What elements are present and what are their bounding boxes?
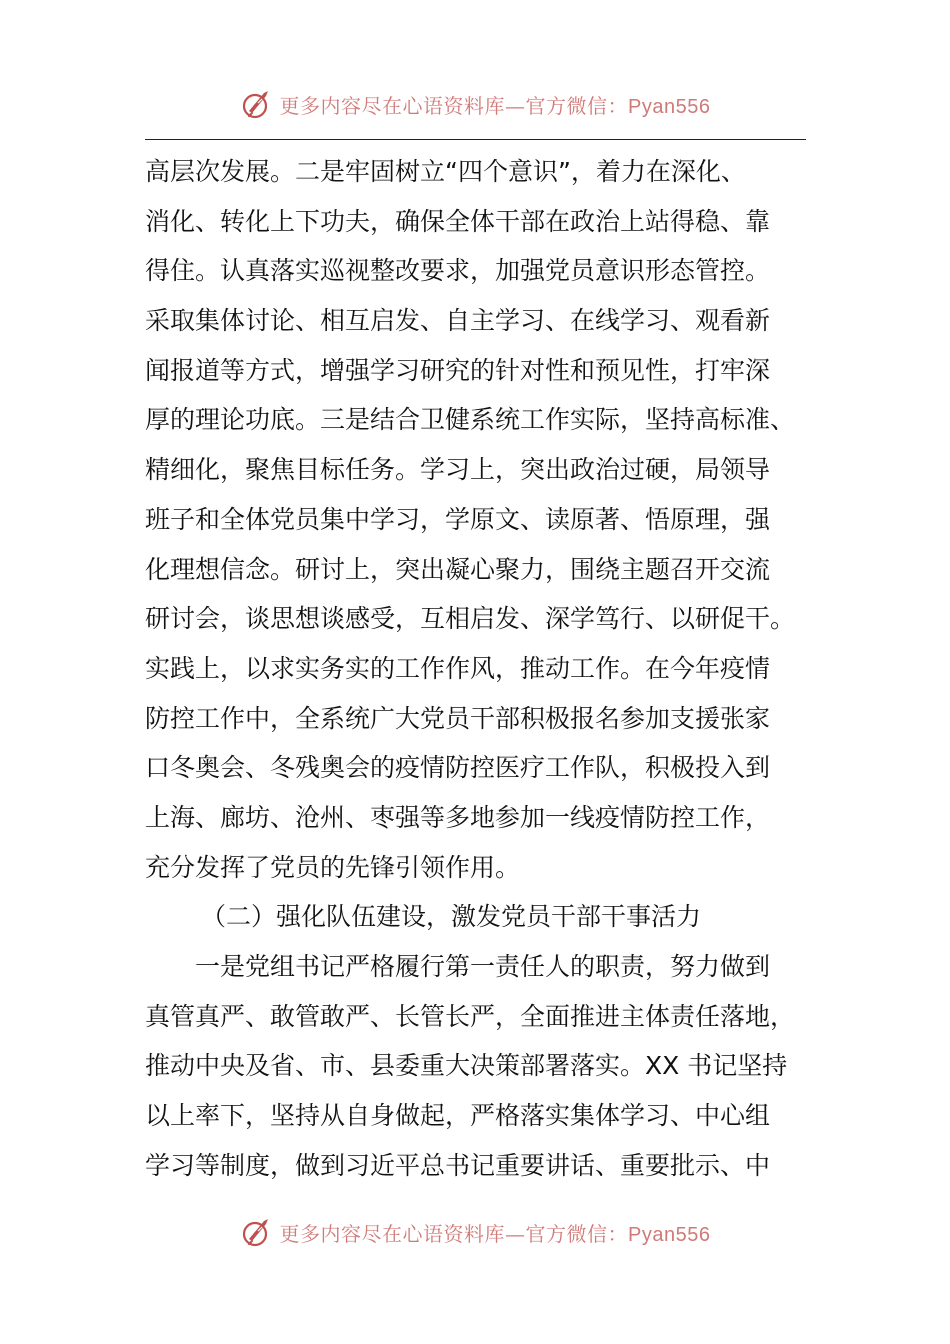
paragraph-line: 学习等制度，做到习近平总书记重要讲话、重要批示、中: [145, 1150, 771, 1180]
body-line: 精细化，聚焦目标任务。学习上，突出政治过硬，局领导: [145, 455, 771, 485]
watermark-text: [280, 90, 711, 119]
body-line: 得住。认真落实巡视整改要求，加强党员意识形态管控。: [145, 256, 771, 286]
body-line: 闻报道等方式，增强学习研究的针对性和预见性，打牢深: [145, 355, 771, 385]
footer-watermark: [0, 1212, 950, 1252]
document-body: [145, 147, 810, 1190]
body-line: 班子和全体党员集中学习，学原文、读原著、悟原理，强: [145, 504, 771, 534]
paragraph-line: 真管真严、敢管敢严、长管长严，全面推进主体责任落地，: [145, 1001, 796, 1031]
watermark-brand: 更多内容尽在心语资料库—官方微信：: [279, 1221, 629, 1246]
body-line: 研讨会，谈思想谈感受，互相启发、深学笃行、以研促干。: [145, 604, 796, 634]
watermark-wechat-id: Pyan556: [628, 1223, 711, 1246]
header-watermark: [0, 84, 950, 124]
body-line: 上海、廊坊、沧州、枣强等多地参加一线疫情防控工作，: [145, 802, 771, 832]
paragraph-line: 推动中央及省、市、县委重大决策部署落实。XX 书记坚持: [145, 1051, 788, 1081]
watermark-brand: 更多内容尽在心语资料库—官方微信：: [279, 93, 629, 118]
quill-pen-seal-icon: [240, 87, 274, 121]
body-line: 高层次发展。二是牢固树立“四个意识”，着力在深化、: [145, 157, 746, 186]
watermark-text: [280, 1218, 711, 1247]
paragraph-line: 一是党组书记严格履行第一责任人的职责，努力做到: [195, 952, 771, 981]
body-line: 实践上，以求实务实的工作作风，推动工作。在今年疫情: [145, 653, 771, 683]
watermark-wechat-id: Pyan556: [628, 95, 711, 118]
body-line: 采取集体讨论、相互启发、自主学习、在线学习、观看新: [145, 306, 771, 336]
body-line: 口冬奥会、冬残奥会的疫情防控医疗工作队，积极投入到: [145, 753, 771, 783]
header-divider: [145, 139, 806, 140]
body-line: 厚的理论功底。三是结合卫健系统工作实际，坚持高标准、: [145, 405, 796, 435]
body-line: 防控工作中，全系统广大党员干部积极报名参加支援张家: [145, 703, 771, 733]
body-line: 消化、转化上下功夫，确保全体干部在政治上站得稳、靠: [145, 206, 771, 236]
quill-pen-seal-icon: [240, 1215, 274, 1249]
body-line: 充分发挥了党员的先锋引领作用。: [145, 852, 521, 882]
paragraph-line: 以上率下，坚持从自身做起，严格落实集体学习、中心组: [145, 1101, 771, 1131]
body-line: 化理想信念。研讨上，突出凝心聚力，围绕主题召开交流: [145, 554, 771, 584]
section-heading: （二）强化队伍建设，激发党员干部干事活力: [201, 902, 702, 932]
